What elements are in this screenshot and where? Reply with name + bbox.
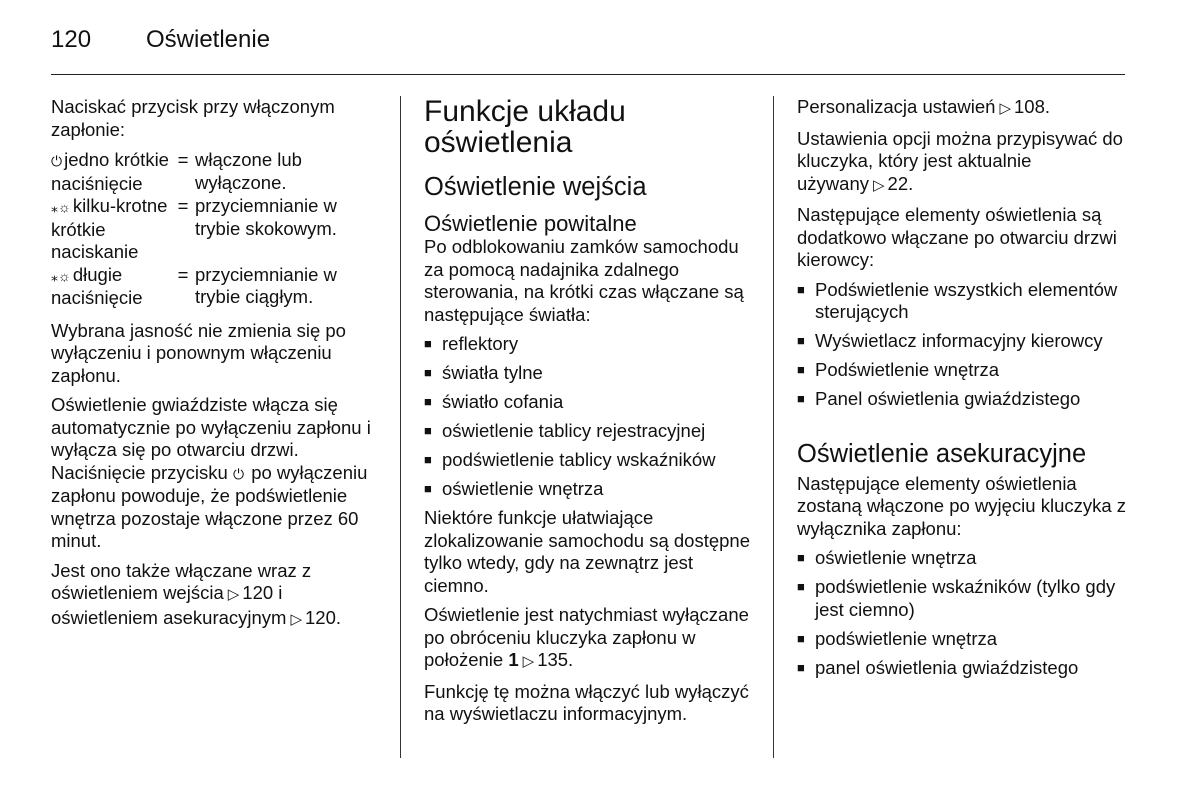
list-item: ■ podświetlenie wskaźników (tylko gdy jest ciemno) <box>797 576 1132 621</box>
bullet-list <box>797 547 1132 679</box>
table-value: włączone lub wyłączone. <box>195 149 302 193</box>
column-3 <box>797 96 1132 686</box>
paragraph: Następujące elementy oświetlenia zostaną włączone po wyjęciu kluczyka z wyłącznika zapłonu: <box>797 472 1127 539</box>
subsection-heading: Oświetlenie wejścia <box>424 173 647 201</box>
page-reference[interactable]: 22. <box>887 172 914 194</box>
page-reference-icon: ▷ <box>290 610 302 628</box>
button-function-table <box>51 149 381 310</box>
list-item: ■ oświetlenie wnętrza <box>424 478 759 501</box>
paragraph: Personalizacja ustawień ▷ 108. <box>797 96 1051 117</box>
page-reference[interactable]: 135. <box>537 649 574 670</box>
power-icon: ⏻ <box>232 465 245 482</box>
paragraph: Ustawienia opcji można przypisywać do kluczyka, który jest aktualnie używany ▷ 22. <box>797 127 1123 194</box>
paragraph: Jest ono także włączane wraz z oświetleniem wejścia ▷ 120 i oświetleniem asekuracyjnym ▷ 120. <box>51 559 342 628</box>
column-2 <box>424 96 759 733</box>
table-key: ⁎☼ długie naciśnięcie <box>51 263 143 308</box>
page-reference-icon: ▷ <box>227 586 240 603</box>
list-item: ■ Panel oświetlenia gwiaździstego <box>797 388 1132 411</box>
bullet-list <box>797 279 1132 411</box>
page-reference-icon: ▷ <box>872 176 885 194</box>
paragraph: Oświetlenie jest natychmiast wyłączane po obróceniu kluczyka zapłonu w położenie 1 ▷ 135. <box>424 604 749 670</box>
page-reference[interactable]: 120 <box>242 582 274 603</box>
paragraph: Wybrana jasność nie zmienia się po wyłączeniu i ponownym włączeniu zapłonu. <box>51 319 346 386</box>
paragraph: Po odblokowaniu zamków samochodu za pomocą nadajnika zdalnego sterowania, na krótki czas włączane są następujące światła: <box>424 236 744 325</box>
table-value: przyciemnianie w trybie ciągłym. <box>195 263 337 307</box>
list-item: ■ Wyświetlacz informacyjny kierowcy <box>797 330 1132 353</box>
power-icon: ⏻ <box>51 153 63 169</box>
list-item: ■ światła tylne <box>424 362 759 385</box>
paragraph: Funkcję tę można włączyć lub wyłączyć na wyświetlaczu informacyjnym. <box>424 680 749 724</box>
dim-light-icon: ⁎☼ <box>51 267 71 284</box>
ignition-position: 1 <box>508 649 519 670</box>
list-item: ■ podświetlenie wnętrza <box>797 628 1132 651</box>
list-item: ■ światło cofania <box>424 391 759 414</box>
table-equals: = <box>177 149 189 170</box>
subsection-heading: Oświetlenie asekuracyjne <box>797 439 1087 468</box>
paragraph: Następujące elementy oświetlenia są dodatkowo włączane po otwarciu drzwi kierowcy: <box>797 204 1117 270</box>
table-equals: = <box>177 195 189 216</box>
table-value: przyciemnianie w trybie skokowym. <box>195 195 337 239</box>
column-1 <box>51 96 381 638</box>
header-rule <box>51 74 1125 75</box>
intro-text: Naciskać przycisk przy włączonym zapłonie: <box>51 96 335 140</box>
table-equals: = <box>177 263 189 285</box>
dim-light-icon: ⁎☼ <box>51 199 71 215</box>
column-divider <box>773 96 774 758</box>
list-item: ■ reflektory <box>424 333 759 356</box>
page-title: Oświetlenie <box>146 26 271 53</box>
page-reference[interactable]: 108. <box>1014 96 1051 117</box>
bullet-list <box>424 333 759 501</box>
list-item: ■ oświetlenie tablicy rejestracyjnej <box>424 420 759 443</box>
table-key: ⏻ jedno krótkie naciśnięcie <box>51 149 169 194</box>
list-item: ■ Podświetlenie wszystkich elementów sterujących <box>797 279 1132 324</box>
section-heading: Funkcje układu oświetlenia <box>424 95 626 159</box>
paragraph: Niektóre funkcje ułatwiające zlokalizowanie samochodu są dostępne tylko wtedy, gdy na zewnątrz jest ciemno. <box>424 507 751 596</box>
page-number: 120 <box>51 26 92 53</box>
paragraph: Oświetlenie gwiaździste włącza się automatycznie po wyłączeniu zapłonu i wyłącza się po otwarciu drzwi. Naciśnięcie przycisku ⏻ po wyłączeniu zapłonu powoduje, że podświetlenie wnętrza pozostaje włączone przez 60 minut. <box>51 394 371 551</box>
list-item: ■ oświetlenie wnętrza <box>797 547 1132 570</box>
page-reference-icon: ▷ <box>999 100 1012 117</box>
list-item: ■ podświetlenie tablicy wskaźników <box>424 449 759 472</box>
column-divider <box>400 96 401 758</box>
topic-heading: Oświetlenie powitalne <box>424 211 637 236</box>
list-item: ■ panel oświetlenia gwiaździstego <box>797 657 1132 680</box>
list-item: ■ Podświetlenie wnętrza <box>797 359 1132 382</box>
table-key: ⁎☼ kilku-krotne krótkie naciskanie <box>51 195 168 262</box>
page-reference[interactable]: 120. <box>305 606 342 628</box>
page-reference-icon: ▷ <box>522 653 535 670</box>
